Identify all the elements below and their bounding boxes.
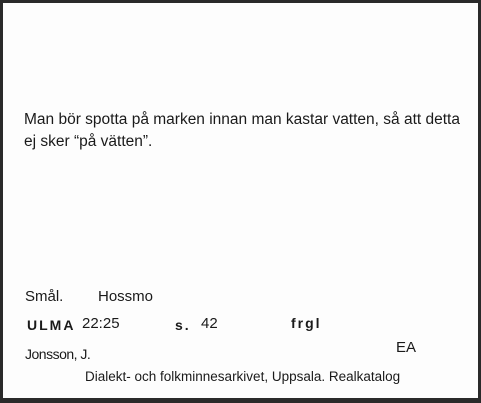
category-code: frgl <box>291 315 322 331</box>
collector-name: Jonsson, J. <box>25 346 91 362</box>
page-label: s. <box>175 317 191 333</box>
classification-code: EA <box>396 339 417 356</box>
parish-label: Hossmo <box>98 288 154 305</box>
card-text-line-2: ej sker “på vätten”. <box>24 133 153 150</box>
card-border-top <box>0 0 481 3</box>
card-border-left <box>0 0 3 403</box>
page-number: 42 <box>201 315 218 332</box>
archive-code: ULMA <box>27 317 76 333</box>
card-border-bottom <box>0 398 481 403</box>
archive-footer: Dialekt- och folkminnesarkivet, Uppsala. Realkatalog <box>85 369 401 384</box>
card-main-text <box>24 109 464 153</box>
province-label: Smål. <box>25 288 64 305</box>
card-text-line-1: Man bör spotta på marken innan man kastar vatten, så att detta <box>24 111 460 128</box>
archive-number: 22:25 <box>82 315 120 332</box>
